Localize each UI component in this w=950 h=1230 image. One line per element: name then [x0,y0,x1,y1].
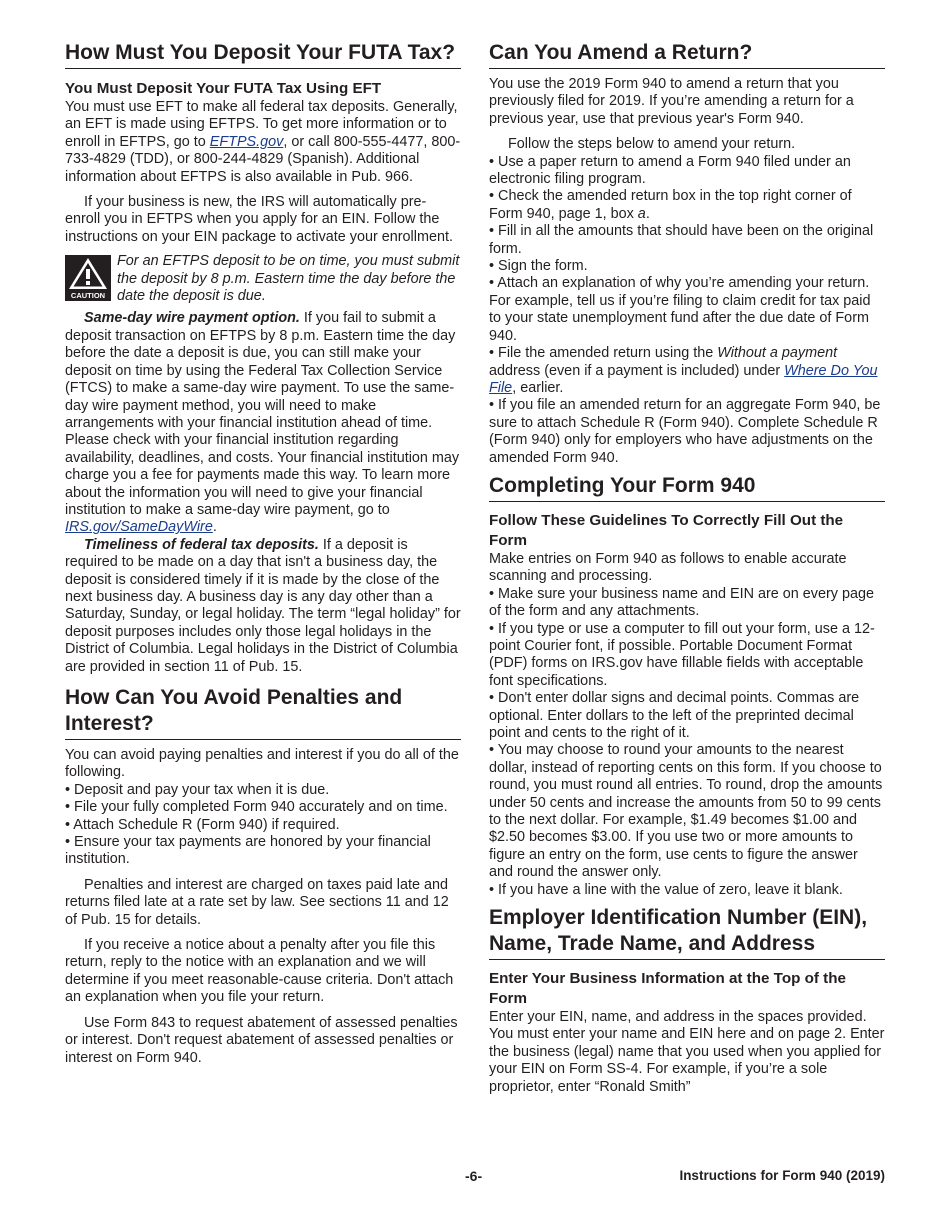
caution-text: For an EFTPS deposit to be on time, you must submit the deposit by 8 p.m. Eastern time the day before the date the deposit is due. [117,253,460,305]
same-day-wire-link[interactable]: IRS.gov/SameDayWire [65,519,213,536]
subheading-eft: You Must Deposit Your FUTA Tax Using EFT [65,80,382,97]
paragraph-penalties-charged: Penalties and interest are charged on taxes paid late and returns filed late at a rate set by law. See sections 11 and 12 of Pub. 15 for details. [65,876,449,928]
list-item: • Deposit and pay your tax when it is due. [65,781,330,798]
list-item: • Make sure your business name and EIN are on every page of the form and any attachments. [489,585,875,620]
list-item: • If you have a line with the value of zero, leave it blank. [489,881,843,898]
heading-completing: Completing Your Form 940 [489,473,885,502]
caution-icon [65,255,111,301]
paragraph-amend-intro: You use the 2019 Form 940 to amend a return that you previously filed for 2019. If you’re amending a return for a previous year, use that previous year's Form 940. [489,76,854,127]
caution-box [65,253,461,305]
eftps-link[interactable]: EFTPS.gov [209,133,284,150]
footer-title: Instructions for Form 940 (2019) [679,1168,885,1183]
paragraph-enter-ein: Enter your EIN, name, and address in the spaces provided. You must enter your name and EIN here and on page 2. Enter the business (legal) name that you used when you applied for your EIN on Form SS-4. For example, if you’re a sole proprietor, enter “Ronald Smith” [489,1009,885,1095]
page-footer [0,1168,950,1188]
heading-ein: Employer Identification Number (EIN), Name, Trade Name, and Address [489,905,885,960]
list-item: • If you file an amended return for an aggregate Form 940, be sure to attach Schedule R (Form 940). Complete Schedule R (Form 940) only for employers who have adjustments on the amended Form 940. [489,397,881,466]
paragraph-eft: You must use EFT to make all federal tax deposits. Generally, an EFT is made using EFTPS. To get more information or to enroll in EFTPS, go to EFTPS.gov, or call 800-555-4477, 800-733-4829 (TDD), or 800-244-4829 (Spanish). Additional information about EFTPS is also available in Pub. 966. [65,99,461,185]
list-item: • Use a paper return to amend a Form 940 filed under an electronic filing program. [489,153,851,188]
list-item: • File the amended return using the Without a payment address (even if a payment is included) under Where Do You File, earlier. [489,345,878,396]
paragraph-new-business: If your business is new, the IRS will automatically pre-enroll you in EFTPS when you apply for an EIN. Follow the instructions on your EIN package to activate your enrollment. [65,194,453,245]
list-item: • File your fully completed Form 940 accurately and on time. [65,799,448,816]
paragraph-avoid-intro: You can avoid paying penalties and interest if you do all of the following. [65,747,459,781]
list-item: • You may choose to round your amounts to the nearest dollar, instead of reporting cents on this form. If you choose to round, you must round all entries. To round, drop the amounts under 50 cents and increase the amounts from 50 to 99 cents to the next dollar. For example, $1.49 becomes $1.00 and $2.50 becomes $3.00. If you use two or more amounts to figure an entry on the form, use cents to figure the answer and round the answer only. [489,742,883,881]
paragraph-timeliness: Timeliness of federal tax deposits. If a deposit is required to be made on a day that isn't a business day, the deposit is considered timely if it is made by the close of the next business day. A business day is any day other than a Saturday, Sunday, or legal holiday. The term “legal holiday” for deposit purposes includes only those legal holidays in the District of Columbia. Legal holidays in the District of Columbia are provided in section 11 of Pub. 15. [65,536,461,675]
subheading-business-info: Enter Your Business Information at the Top of the Form [489,970,846,1008]
paragraph-entries: Make entries on Form 940 as follows to enable accurate scanning and processing. [489,550,847,585]
page-number: -6- [465,1168,483,1184]
list-item: • Ensure your tax payments are honored by your financial institution. [65,834,431,868]
where-do-you-file-link[interactable]: Where Do You File [489,362,878,396]
heading-penalties: How Can You Avoid Penalties and Interest? [65,685,461,740]
list-item: • Sign the form. [489,258,588,275]
list-item: • Fill in all the amounts that should have been on the original form. [489,223,874,257]
paragraph-penalty-notice: If you receive a notice about a penalty after you file this return, reply to the notice with an explanation and we will determine if you meet reasonable-cause criteria. Don't attach an explanation when you file your return. [65,937,454,1006]
subheading-guidelines: Follow These Guidelines To Correctly Fill Out the Form [489,511,844,549]
left-column [65,40,461,1067]
list-item: • Check the amended return box in the top right corner of Form 940, page 1, box a. [489,188,852,222]
list-item: • Attach an explanation of why you’re amending your return. For example, tell us if you’re filing to claim credit for tax paid to your state unemployment fund after the due date of Form 940. [489,275,871,344]
paragraph-form-843: Use Form 843 to request abatement of assessed penalties or interest. Don't request abatement of assessed penalties or interest on Form 940. [65,1014,458,1066]
list-item: • Attach Schedule R (Form 940) if required. [65,816,340,833]
list-item: • If you type or use a computer to fill out your form, use a 12-point Courier font, if possible. Portable Document Format (PDF) forms on IRS.gov have fillable fields with acceptable font specifications. [489,620,875,689]
right-column [489,40,885,1096]
heading-deposit-futa: How Must You Deposit Your FUTA Tax? [65,40,461,69]
caution-label: CAUTION [70,291,106,301]
paragraph-same-day-wire: Same-day wire payment option. If you fail to submit a deposit transaction on EFTPS by 8 p.m. Eastern time the day before the date a deposit is due, you can still make your deposit on time by using the Federal Tax Collection Service (FTCS) to make a same-day wire payment. To use the same-day wire payment method, you will need to make arrangements with your financial institution ahead of time. Please check with your financial institution regarding availability, deadlines, and costs. Your financial institution may charge you a fee for payments made this way. To learn more about the information you will need to give your financial institution to make a same-day wire payment, go to IRS.gov/SameDayWire. [65,310,460,536]
paragraph-follow-steps: Follow the steps below to amend your return. [508,136,796,153]
heading-amend: Can You Amend a Return? [489,40,885,69]
list-item: • Don't enter dollar signs and decimal points. Commas are optional. Enter dollars to the left of the preprinted decimal point and cents to the right of it. [489,690,860,741]
